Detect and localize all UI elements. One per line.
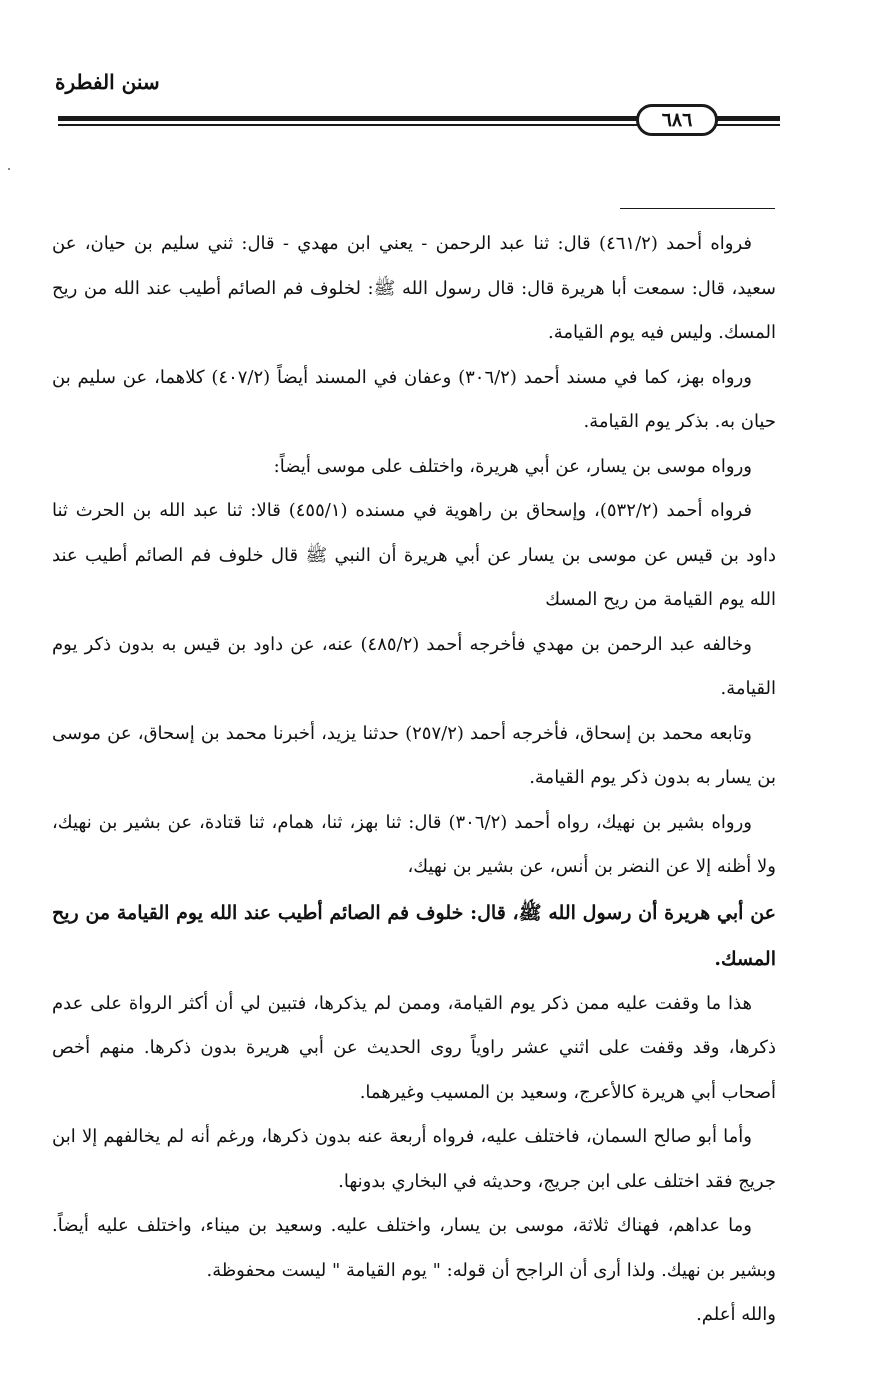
paragraph: وما عداهم، فهناك ثلاثة، موسى بن يسار، واختلف عليه. وسعيد بن ميناء، واختلف عليه أيضاً. وبشير بن نهيك. ولذا أرى أن الراجح أن قوله: " يوم القيامة " ليست محفوظة.	[52, 1215, 776, 1281]
margin-dot	[8, 168, 10, 170]
paragraph: وخالفه عبد الرحمن بن مهدي فأخرجه أحمد (٤٨٥/٢) عنه، عن داود بن قيس به بدون ذكر يوم القيامة.	[52, 633, 776, 699]
hadith-text: عن أبي هريرة أن رسول الله ﷺ، قال: خلوف فم الصائم أطيب عند الله يوم القيامة من ريح المسك.	[52, 901, 776, 970]
paragraph: ورواه بشير بن نهيك، رواه أحمد (٣٠٦/٢) قال: ثنا بهز، ثنا، همام، ثنا قتادة، عن بشير بن نهيك، ولا أظنه إلا عن النضر بن أنس، عن بشير بن نهيك،	[52, 811, 776, 877]
paragraph: وتابعه محمد بن إسحاق، فأخرجه أحمد (٢٥٧/٢) حدثنا يزيد، أخبرنا محمد بن إسحاق، عن موسى بن يسار به بدون ذكر يوم القيامة.	[52, 722, 776, 788]
paragraph: ورواه موسى بن يسار، عن أبي هريرة، واختلف على موسى أيضاً:	[273, 455, 752, 477]
page-number: ٦٨٦	[636, 104, 718, 136]
running-header-title: سنن الفطرة	[55, 70, 160, 94]
paragraph: هذا ما وقفت عليه ممن ذكر يوم القيامة، وممن لم يذكرها، فتبين لي أن أكثر الرواة على عدم ذكرها، وقد وقفت على اثني عشر راوياً روى الحديث عن أبي هريرة بدون ذكرها. منهم أخص أصحاب أبي هريرة كالأعرج، وسعيد بن المسيب وغيرهما.	[52, 992, 776, 1103]
paragraph: ورواه بهز، كما في مسند أحمد (٣٠٦/٢) وعفان في المسند أيضاً (٤٠٧/٢) كلاهما، عن سليم بن حيان به. بذكر يوم القيامة.	[52, 366, 776, 432]
page-body	[52, 222, 776, 1338]
paragraph: وأما أبو صالح السمان، فاختلف عليه، فرواه أربعة عنه بدون ذكرها، ورغم أنه لم يخالفهم إلا ابن جريج فقد اختلف على ابن جريج، وحديثه في البخاري بدونها.	[52, 1126, 776, 1192]
paragraph: فرواه أحمد (٥٣٢/٢)، وإسحاق بن راهوية في مسنده (٤٥٥/١) قالا: ثنا عبد الله بن الحرث ثنا داود بن قيس عن موسى بن يسار عن أبي هريرة أن النبي ﷺ قال خلوف فم الصائم أطيب عند الله يوم القيامة من ريح المسك	[52, 500, 776, 610]
closing-line: والله أعلم.	[696, 1304, 776, 1325]
paragraph: فرواه أحمد (٤٦١/٢) قال: ثنا عبد الرحمن - يعني ابن مهدي - قال: ثني سليم بن حيان، عن سعيد، قال: سمعت أبا هريرة قال: قال رسول الله ﷺ: لخلوف فم الصائم أطيب عند الله من ريح المسك. وليس فيه يوم القيامة.	[52, 233, 776, 343]
footnote-rule	[620, 208, 775, 209]
